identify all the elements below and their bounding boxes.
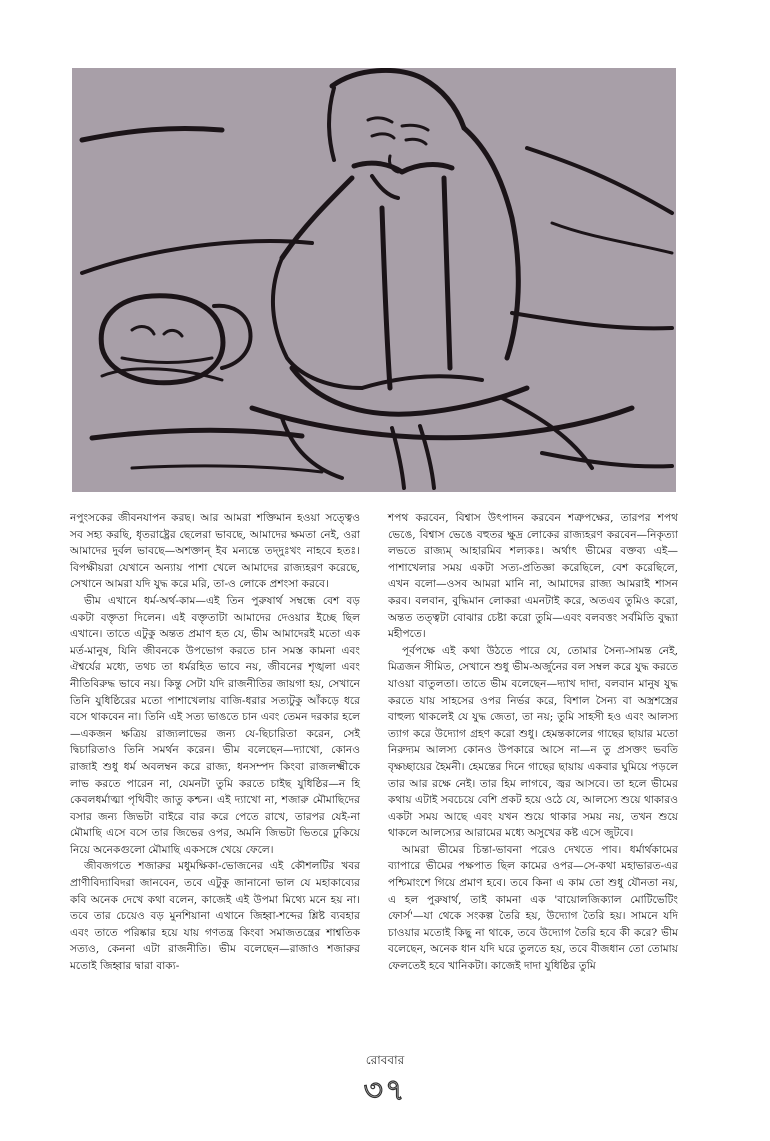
right-paragraph-2: পূর্বপক্ষে এই কথা উঠতে পারে যে, তোমার সৈন্য-সামন্ত নেই, মিত্রজন সীমিত, সেখানে শুধু ভীম-অর্জুনের বল সম্বল করে যুদ্ধ করতে যাওয়া বাতুলতা। তাতে ভীম বলেছেন—দ্যাখ দাদা, বলবান মানুষ যুদ্ধ করতে যায় সাহসের ওপর নির্ভর করে, বিশাল সৈন্য বা অস্ত্রশস্ত্রের বাহুল্য থাকলেই যে যুদ্ধ জেতা, তা নয়; তুমি সাহসী হও এবং আলস্য ত্যাগ করে উদ্যোগ গ্রহণ করো শুধু। হেমন্তকালের গাছের ছায়ার মতো নিরুদ্যম আলস্য কোনও উপকারে আসে না—ন তু প্রসক্তং ভবতি বৃক্ষচ্ছায়ের হৈমনী। হেমন্তের দিনে গাছের ছায়ায় একবার ঘুমিয়ে পড়লে তার আর রক্ষে নেই। তার হিম লাগবে, জ্বর আসবে। তা হলে ভীমের কথায় এটাই সবচেয়ে বেশি প্রকট হয়ে ওঠে যে, আলস্যে শুয়ে থাকারও একটা সময় আছে এবং যখন শুয়ে থাকার সময় নয়, তখন শুয়ে থাকলে আলস্যের আরামের মধ্যে অসুখের কষ্ট এসে জুটবে। <box>388 644 678 840</box>
left-paragraph-3: জীবজগতে শজারুর মধুমক্ষিকা-ভোজনের এই কৌশলটির খবর প্রাণীবিদ্যাবিদরা জানবেন, তবে এটুকু জানানো ভাল যে মহাকাব্যের কবি অনেক দেখে কথা বলেন, কাজেই এই উপমা মিথ্যে মনে হয় না। তবে তার চেয়েও বড় মুনশিয়ানা এখানে জিহ্বা-শব্দের শ্লিষ্ট ব্যবহার এবং তাতে পরিষ্কার হয়ে যায় গণতন্ত্র কিংবা সমাজতন্ত্রের শাশ্বতিক সত্যও, কেননা এটা রাজনীতি। ভীম বলেছেন—রাজাও শজারুর মতোই জিহ্বার দ্বারা বাক্য- <box>70 860 360 973</box>
magazine-name: রোববার <box>365 1053 405 1067</box>
article-column-right <box>388 510 678 975</box>
seated-man-drawing <box>72 68 676 492</box>
page-number: ৩৭ <box>363 1073 407 1108</box>
left-paragraph-2: ভীম এখানে ধর্ম-অর্থ-কাম—এই তিন পুরুষার্থ সম্বন্ধে বেশ বড় একটা বক্তৃতা দিলেন। এই বক্তৃতাটা আমাদের দেওয়ার ইচ্ছে ছিল এখানে। তাতে এটুকু অন্তত প্রমাণ হত যে, ভীম আমাদেরই মতো এক মর্ত-মানুষ, যিনি জীবনকে উপভোগ করতে চান সমস্ত কামনা এবং ঐশ্বর্যের মধ্যে, তথচ তা ধর্মরহিত ভাবে নয়, জীবনের শৃঙ্খলা এবং নীতিবিরুদ্ধ ভাবে নয়। কিন্তু সেটা যদি রাজনীতির জায়গা হয়, সেখানে তিনি যুধিষ্ঠিরের মতো পাশাখেলায় বাজি-ধরার সত্যটুকু আঁকড়ে ধরে বসে থাকবেন না। তিনি এই সত্য ভাঙতে চান এবং তেমন দরকার হলে—একজন ক্ষত্রিয় রাজ্যলাভের জন্য যে-ছিচারিতা করেন, সেই দ্বিচারিতাও তিনি সমর্থন করেন। ভীম বলেছেন—দ্যাখো, কোনও রাজাই শুধু ধর্ম অবলম্বন করে রাজ্য, ধনসম্পদ কিংবা রাজলক্ষ্মীকে লাভ করতে পারেন না, যেমনটা তুমি করতে চাইছ যুধিষ্ঠির—ন হি কেবলধর্মাত্মা পৃথিবীং জাতু কশ্চন। এই দ্যাখো না, শজারু মৌমাছিদের বসার জন্য জিভটা বাইরে বার করে পেতে রাখে, তারপর যেই-না মৌমাছি এসে বসে তার জিভের ওপর, অমনি জিভটা ভিতরে ঢুকিয়ে নিয়ে অনেকগুলো মৌমাছি একসঙ্গে খেয়ে ফেলে। <box>70 594 360 856</box>
right-paragraph-3: আমরা ভীমের চিন্তা-ভাবনা পরেও দেখতে পাব। ধর্মার্থকামের ব্যাপারে ভীমের পক্ষপাত ছিল কামের ওপর—সে-কথা মহাভারত-এর পশ্চিমাংশে গিয়ে প্রমাণ হবে। তবে কিনা এ কাম তো শুধু যৌনতা নয়, এ হল পুরুষার্থ, তাই কামনা এক 'বায়োলজিক্যাল মোটিভেটিং ফোর্স'—যা থেকে সংকল্প তৈরি হয়, উদ্যোগ তৈরি হয়। সামনে যদি চাওয়ার মতোই কিছু না থাকে, তবে উদ্যোগ তৈরি হবে কী করে? ভীম বলেছেন, অনেক ধান যদি ঘরে তুলতে হয়, তবে বীজধান তো তোমায় ফেলতেই হবে খানিকটা। কাজেই দাদা যুধিষ্ঠির তুমি <box>388 843 678 973</box>
left-paragraph-1: নপুংসকের জীবনযাপন করছ। আর আমরা শক্তিমান হওয়া সত্ত্বেও সব সহ্য করছি, ধৃতরাষ্ট্রের ছেলেরা ভাবছে, আমাদের ক্ষমতা নেই, ওরা আমাদের দুর্বল ভাবছে—অশক্তান্ ইব মন্যন্তে তদ্‌দুঃখং নাহবে হতঃ। বিপক্ষীয়রা যেখানে অন্যায় পাশা খেলে আমাদের রাজ্যহরণ করেছে, সেখানে আমরা যদি যুদ্ধ করে মরি, তা-ও লোকে প্রশংসা করবে। <box>70 512 360 591</box>
article-column-left <box>70 510 360 975</box>
illustration <box>72 68 676 492</box>
right-paragraph-1: শপথ করবেন, বিশ্বাস উৎপাদন করবেন শত্রুপক্ষের, তারপর শপথ ভেঙে, বিশ্বাস ভেঙে বহুতর ক্ষুদ্র লোকের রাজ্যহরণ করবেন—নিকৃত্যা লভতে রাজ্যম্ আহারমিব শল্যকঃ। অর্থাৎ ভীমের বক্তব্য এই—পাশাখেলার সময় একটা সত্য-প্রতিজ্ঞা করেছিলে, বেশ করেছিলে, এখন বলো—ওসব আমরা মানি না, আমাদের রাজ্য আমরাই শাসন করব। বলবান, বুদ্ধিমান লোকরা এমনটাই করে, অতএব তুমিও করো, অন্তত তত্ত্বটা বোঝার চেষ্টা করো তুমি—এবং বলবত্তং সর্বমিতি বুদ্ধ্যা মহীপতে। <box>388 512 678 641</box>
